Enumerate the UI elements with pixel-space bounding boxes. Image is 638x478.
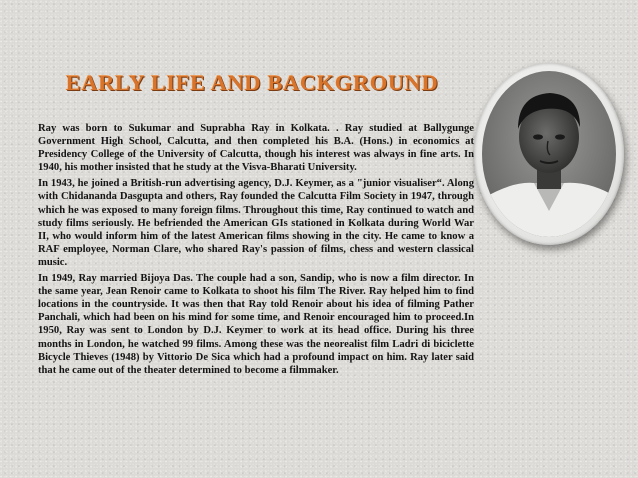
body-text [38, 122, 474, 380]
paragraph-early-education: Ray was born to Sukumar and Suprabha Ray in Kolkata. . Ray studied at Ballygunge Government High School, Calcutta, and then completed his B.A. (Hons.) in economics at Presidency College of the University of Calcutta, though his interest was always in fine arts. In 1940, his mother insisted that he study at the Visva-Bharati University. [38, 123, 474, 174]
portrait-photo [482, 71, 616, 237]
portrait-frame [474, 63, 624, 245]
paragraph-advertising-career: In 1943, he joined a British-run advertising agency, D.J. Keymer, as a "junior visualiser“. Along with Chidananda Dasgupta and others, Ray founded the Calcutta Film Society in 1947, through which he was exposed to many foreign films. Throughout this time, Ray continued to watch and study films seriously. He befriended the American GIs stationed in Kolkata during World War II, who would inform him of the latest American films showing in the city. He came to know a RAF employee, Norman Clare, who shared Ray's passion of films, chess and western classical music. [38, 178, 474, 268]
paragraph-marriage-and-london: In 1949, Ray married Bijoya Das. The couple had a son, Sandip, who is now a film director. In the same year, Jean Renoir came to Kolkata to shoot his film The River. Ray helped him to find locations in the countryside. It was then that Ray told Renoir about his idea of filming Pather Panchali, which had been on his mind for some time, and Renoir encouraged him to proceed.In 1950, Ray was sent to London by D.J. Keymer to work at its head office. During his three months in London, he watched 99 films. Among these was the neorealist film Ladri di biciclette Bicycle Thieves (1948) by Vittorio De Sica which had a profound impact on him. Ray later said that he came out of the theater determined to become a filmmaker. [38, 273, 474, 376]
slide-title: EARLY LIFE AND BACKGROUND [65, 70, 439, 95]
